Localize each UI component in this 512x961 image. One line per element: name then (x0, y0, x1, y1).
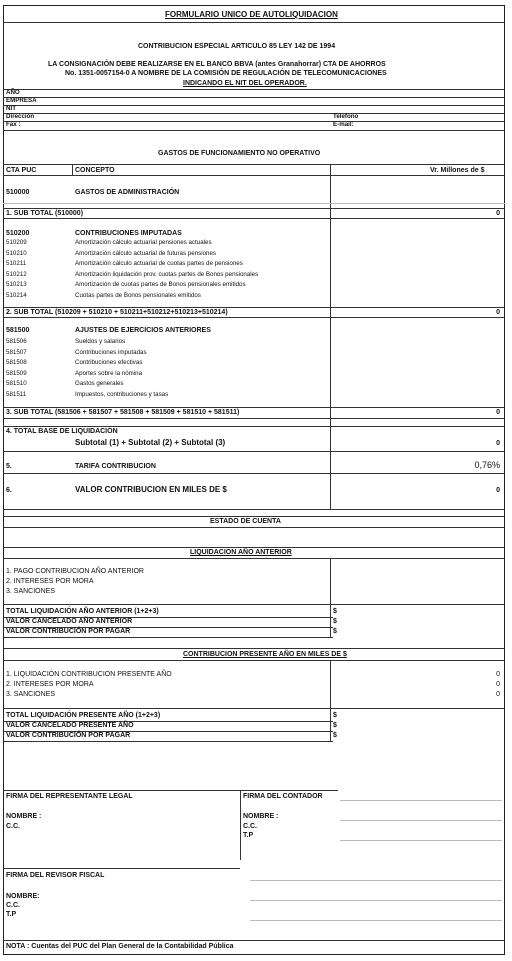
imputadas-title: CONTRIBUCIONES IMPUTADAS (75, 230, 182, 237)
valor-label: VALOR CONTRIBUCION EN MILES DE $ (75, 485, 227, 494)
account-code: 510211 (6, 260, 27, 267)
account-label: Amortización liquidación prov. cuotas partes de Bonos pensionales (75, 270, 259, 278)
account-label: Impuestos, contribuciones y tasas (75, 390, 169, 398)
accountant-tp-label: T.P (243, 832, 254, 839)
account-code: 581506 (6, 338, 27, 345)
current-total-label: VALOR CONTRIBUCIÓN POR PAGAR (6, 732, 131, 739)
company-label: EMPRESA (6, 97, 37, 104)
current-item-label: 2. INTERESES POR MORA (6, 681, 94, 688)
accountant-cc-label: C.C. (243, 823, 257, 830)
note: NOTA : Cuentas del PUC del Plan General de la Contabilidad Pública (6, 943, 234, 950)
account-code: 510209 (6, 239, 27, 246)
revisor-tp-label: T.P (6, 911, 17, 918)
ajustes-title: AJUSTES DE EJERCICIOS ANTERIORES (75, 327, 211, 334)
revisor-signature-title: FIRMA DEL REVISOR FISCAL (6, 872, 105, 879)
account-code: 581507 (6, 348, 27, 356)
account-code: 581509 (6, 369, 27, 377)
account-code: 510213 (6, 281, 27, 288)
gastos-title: GASTOS DE FUNCIONAMIENTO NO OPERATIVO (158, 150, 321, 157)
year-label: AÑO (6, 89, 20, 96)
accountant-name-label: NOMBRE : (243, 813, 279, 820)
valor-number: 6. (6, 487, 12, 494)
imputadas-code: 510200 (6, 230, 30, 237)
account-code: 581511 (6, 390, 27, 398)
account-label: Aportes sobre la nómina (75, 369, 143, 377)
current-title: CONTRIBUCION PRESENTE AÑO EN MILES DE $ (183, 651, 347, 658)
fax-label: Fax : (6, 121, 21, 128)
consignment-line-3: INDICANDO EL NIT DEL OPERADOR. (183, 80, 307, 87)
admin-code: 510000 (6, 189, 30, 196)
prev-total-value: $ (333, 628, 337, 635)
concept-header: CONCEPTO (75, 167, 115, 174)
tarifa-value: 0,76% (474, 460, 500, 470)
account-label: Sueldos y salarios (75, 338, 126, 345)
account-label: Contribuciones efectivas (75, 359, 143, 366)
base-value: 0 (496, 440, 500, 447)
nit-label: NIT (6, 105, 16, 112)
current-total-value: $ (333, 722, 337, 729)
form-title: FORMULARIO UNICO DE AUTOLIQUIDACION (165, 10, 338, 19)
prev-total-value: $ (333, 608, 337, 615)
subtotal-1-value: 0 (496, 210, 500, 217)
subtotal-2-value: 0 (496, 309, 500, 316)
legal-cc-label: C.C. (6, 823, 20, 830)
email-label: E-mail: (333, 121, 354, 128)
account-label: Cuotas partes de Bonos pensionales emitidos (75, 291, 201, 299)
prev-item: 2. INTERESES POR MORA (6, 578, 94, 585)
consignment-line-1: LA CONSIGNACIÓN DEBE REALIZARSE EN EL BANCO BBVA (antes Granahorrar) CTA DE AHORROS (48, 61, 386, 68)
prev-title: LIQUIDACION AÑO ANTERIOR (190, 549, 292, 556)
current-item-value: 0 (496, 681, 500, 688)
revisor-cc-label: C.C. (6, 902, 20, 909)
current-total-label: VALOR CANCELADO PRESENTE AÑO (6, 722, 134, 729)
current-item-label: 3. SANCIONES (6, 691, 56, 698)
current-item-value: 0 (496, 671, 500, 678)
prev-item: 1. PAGO CONTRIBUCION AÑO ANTERIOR (6, 568, 144, 575)
legal-signature-title: FIRMA DEL REPRESENTANTE LEGAL (6, 793, 133, 800)
account-code: 581508 (6, 359, 27, 366)
account-label: Amortización cálculo actuarial de futuras pensiones (75, 249, 217, 257)
admin-label: GASTOS DE ADMINISTRACIÓN (75, 189, 180, 196)
subtotal-1-label: 1. SUB TOTAL (510000) (6, 210, 84, 217)
account-code: 510210 (6, 249, 27, 257)
revisor-name-label: NOMBRE: (6, 893, 40, 900)
address-label: Dirección (6, 113, 35, 120)
prev-total-label: VALOR CONTRIBUCIÓN POR PAGAR (6, 628, 131, 635)
account-label: Amortización cálculo actuarial de cuotas partes de pensiones (75, 260, 243, 267)
account-label: Contribuciones imputadas (75, 348, 147, 356)
base-label: 4. TOTAL BASE DE LIQUIDACIÓN (6, 428, 118, 435)
account-label: Gastos generales (75, 380, 124, 387)
valor-value: 0 (496, 487, 500, 494)
base-formula: Subtotal (1) + Subtotal (2) + Subtotal (3) (75, 438, 226, 447)
account-code: 510212 (6, 270, 27, 278)
subtotal-2-label: 2. SUB TOTAL (510209 + 510210 + 510211+510212+510213+510214) (6, 309, 228, 316)
current-total-label: TOTAL LIQUIDACIÓN PRESENTE AÑO (1+2+3) (6, 712, 161, 719)
tarifa-number: 5. (6, 463, 12, 470)
value-header: Vr. Millones de $ (430, 167, 485, 174)
account-label: Amortización de cuotas partes de Bonos pensionales emitidos (75, 281, 246, 288)
tarifa-label: TARIFA CONTRIBUCION (75, 463, 156, 470)
current-item-label: 1. LIQUIDACIÓN CONTRIBUCION PRESENTE AÑO (6, 671, 172, 678)
contribution-title: CONTRIBUCION ESPECIAL ARTICULO 85 LEY 142 DE 1994 (138, 43, 336, 50)
account-label: Amortización cálculo actuarial pensiones actuales (75, 239, 212, 246)
prev-item: 3. SANCIONES (6, 588, 56, 595)
current-total-value: $ (333, 732, 337, 739)
legal-name-label: NOMBRE : (6, 813, 42, 820)
consignment-line-2: No. 1351-0057154-0 A NOMBRE DE LA COMISIÓN DE REGULACIÓN DE TELECOMUNICACIONES (65, 70, 387, 77)
current-total-value: $ (333, 712, 337, 719)
estado-title: ESTADO DE CUENTA (210, 518, 281, 525)
accountant-signature-title: FIRMA DEL CONTADOR (243, 793, 323, 800)
prev-total-label: TOTAL LIQUIDACIÓN AÑO ANTERIOR (1+2+3) (6, 608, 159, 615)
current-item-value: 0 (496, 691, 500, 698)
cta-puc-header: CTA PUC (6, 167, 37, 174)
phone-label: Telefono (333, 113, 359, 120)
subtotal-3-label: 3. SUB TOTAL (581506 + 581507 + 581508 + 581509 + 581510 + 581511) (6, 409, 240, 416)
prev-total-value: $ (333, 618, 337, 625)
prev-total-label: VALOR CANCELADO AÑO ANTERIOR (6, 618, 133, 625)
ajustes-code: 581500 (6, 327, 30, 334)
account-code: 510214 (6, 291, 27, 299)
account-code: 581510 (6, 380, 27, 387)
subtotal-3-value: 0 (496, 409, 500, 416)
